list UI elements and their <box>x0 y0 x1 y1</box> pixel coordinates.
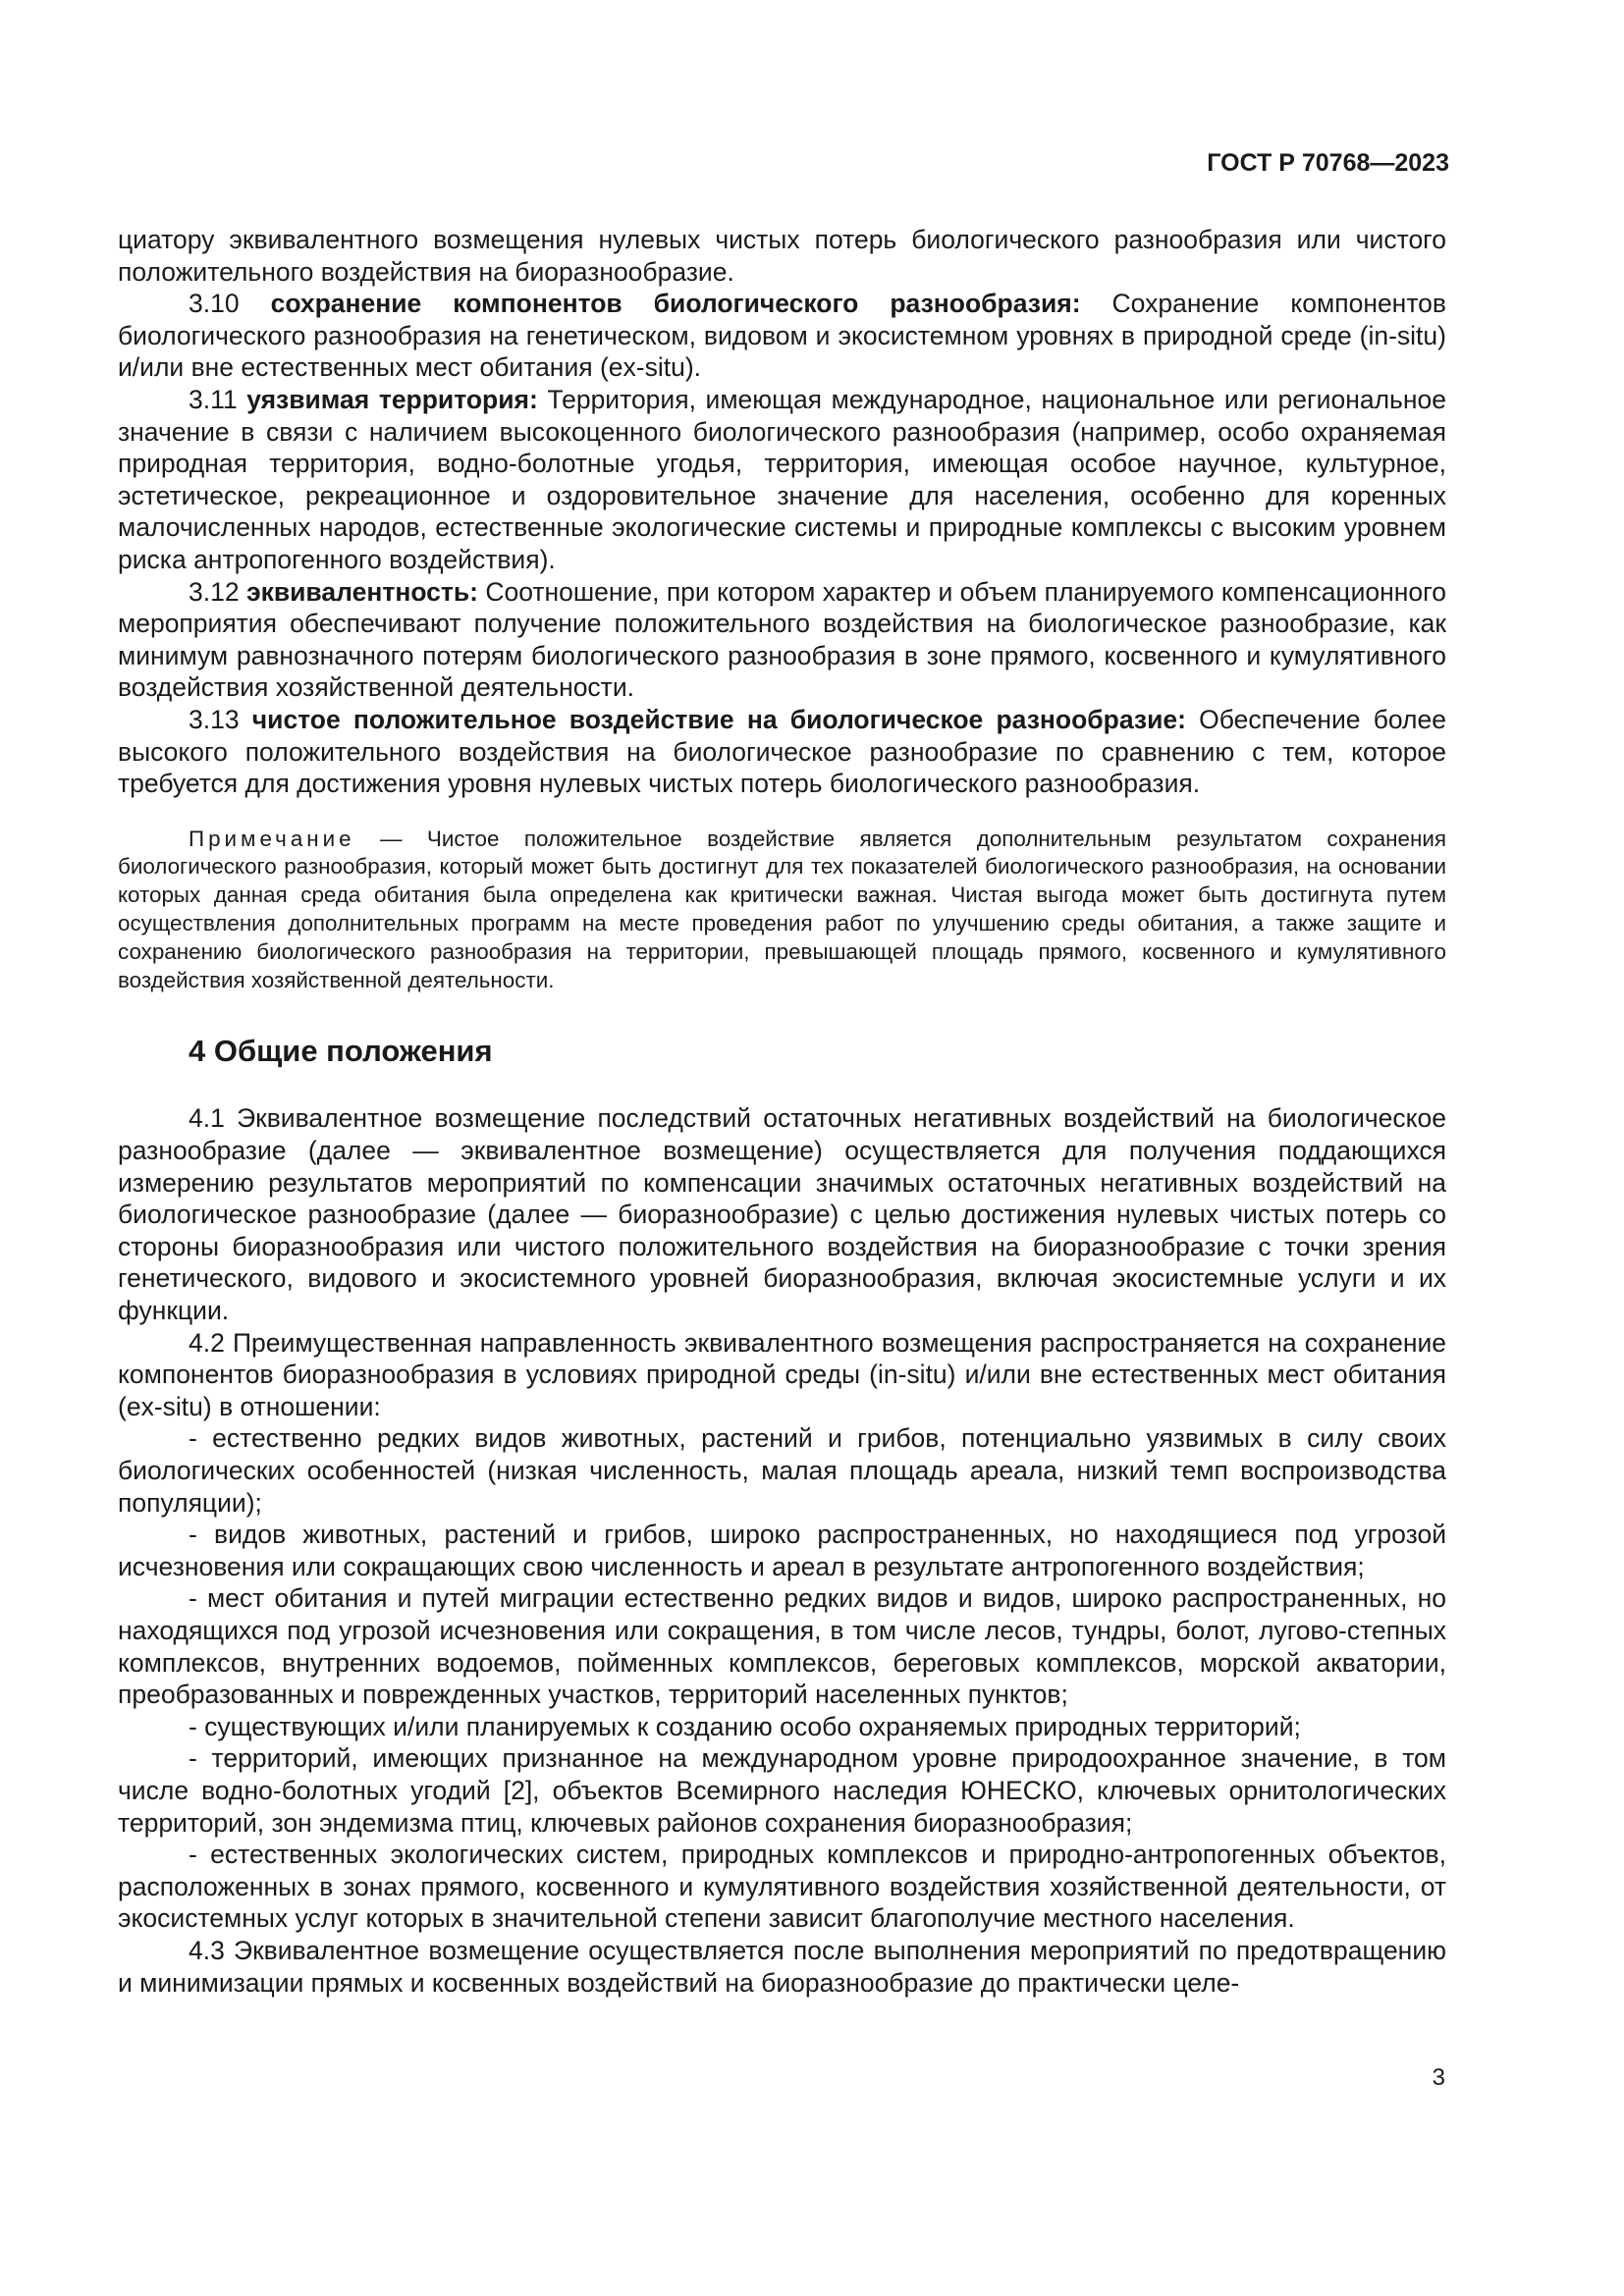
list-item: - территорий, имеющих признанное на международном уровне природоохранное значение, в том числе водно-болотных угодий [2], объектов Всемирного наследия ЮНЕСКО, ключевых орнитологических территорий, зон эндемизма птиц, ключевых районов сохранения биоразнообразия; <box>118 1743 1446 1838</box>
document-header: ГОСТ Р 70768—2023 <box>1207 149 1449 177</box>
term-3-11: 3.11 уязвимая территория: Территория, имеющая международное, национальное или региональное значение в связи с наличием высокоценного биологического разнообразия (например, особо охраняемая природная территория, водно-болотные угодья, территория, имеющая особое научное, культурное, эстетическое, рекреационное и оздоровительное значение для населения, особенно для коренных малочисленных народов, естественные экологические системы и природные комплексы с высоким уровнем риска антропогенного воздействия). <box>118 384 1446 574</box>
term-3-13: 3.13 чистое положительное воздействие на биологическое разнообразие: Обеспечение более высокого положительного воздействия на биологическое разнообразие по сравнению с тем, которое требуется для достижения уровня нулевых чистых потерь биологического разнообразия. <box>118 704 1446 799</box>
note-label: Примечание <box>189 826 355 851</box>
paragraph-4-1: 4.1 Эквивалентное возмещение последствий остаточных негативных воздействий на биологическое разнообразие (далее — эквивалентное возмещение) осуществляется для получения поддающихся измерению результатов мероприятий по компенсации значимых остаточных негативных воздействий на биологическое разнообразие (далее — биоразнообразие) с целью достижения нулевых чистых потерь со стороны биоразнообразия или чистого положительного воздействия на биоразнообразие с точки зрения генетического, видового и экосистемного уровней биоразнообразия, включая экосистемные услуги и их функции. <box>118 1103 1446 1326</box>
list-item: - мест обитания и путей миграции естественно редких видов и видов, широко распространенных, но находящихся под угрозой исчезновения или сокращения, в том числе лесов, тундры, болот, лугово-степных комплексов, внутренних водоемов, пойменных комплексов, береговых комплексов, морской акватории, преобразованных и поврежденных участков, территорий населенных пунктов; <box>118 1583 1446 1710</box>
continuation-paragraph: циатору эквивалентного возмещения нулевых чистых потерь биологического разнообразия или чистого положительного воздействия на биоразнообразие. <box>118 225 1446 287</box>
term-3-10: 3.10 сохранение компонентов биологического разнообразия: Сохранение компонентов биологического разнообразия на генетическом, видовом и экосистемном уровнях в природной среде (in-situ) и/или вне естественных мест обитания (ex-situ). <box>118 289 1446 383</box>
paragraph-4-2: 4.2 Преимущественная направленность эквивалентного возмещения распространяется на сохранение компонентов биоразнообразия в условиях природной среды (in-situ) и/или вне естественных мест обитания (ex-situ) в отношении: <box>118 1327 1446 1421</box>
list-item: - видов животных, растений и грибов, широко распространенных, но находящиеся под угрозой исчезновения или сокращающих свою численность и ареал в результате антропогенного воздействия; <box>118 1520 1446 1581</box>
term-3-12: 3.12 эквивалентность: Соотношение, при котором характер и объем планируемого компенсационного мероприятия обеспечивают получение положительного воздействия на биологическое разнообразие, как минимум равнозначного потерям биологического разнообразия в зоне прямого, косвенного и кумулятивного воздействия хозяйственной деятельности. <box>118 576 1446 703</box>
list-item: - естественно редких видов животных, растений и грибов, потенциально уязвимых в силу своих биологических особенностей (низкая численность, малая площадь ареала, низкий темп воспроизводства популяции); <box>118 1423 1446 1518</box>
list-item: - естественных экологических систем, природных комплексов и природно-антропогенных объектов, расположенных в зонах прямого, косвенного и кумулятивного воздействия хозяйственной деятельности, от экосистемных услуг которых в значительной степени зависит благополучие местного населения. <box>118 1840 1446 1934</box>
note-text: — Чистое положительное воздействие является дополнительным результатом сохранения биологического разнообразия, который может быть достигнут для тех показателей биологического разнообразия, на основании которых данная среда обитания была определена как критически важная. Чистая выгода может быть достигнута путем осуществления дополнительных программ на месте проведения работ по улучшению среды обитания, а также защите и сохранению биологического разнообразия на территории, превышающей площадь прямого, косвенного и кумулятивного воздействия хозяйственной деятельности. <box>118 826 1446 992</box>
page-number: 3 <box>1432 2064 1445 2091</box>
document-body <box>118 224 1446 1999</box>
paragraph-4-3: 4.3 Эквивалентное возмещение осуществляется после выполнения мероприятий по предотвращению и минимизации прямых и косвенных воздействий на биоразнообразие до практически целе- <box>118 1935 1446 1998</box>
list-item: - существующих и/или планируемых к созданию особо охраняемых природных территорий; <box>189 1711 1301 1741</box>
note-paragraph <box>118 826 1446 995</box>
section-heading: 4 Общие положения <box>189 1034 493 1069</box>
